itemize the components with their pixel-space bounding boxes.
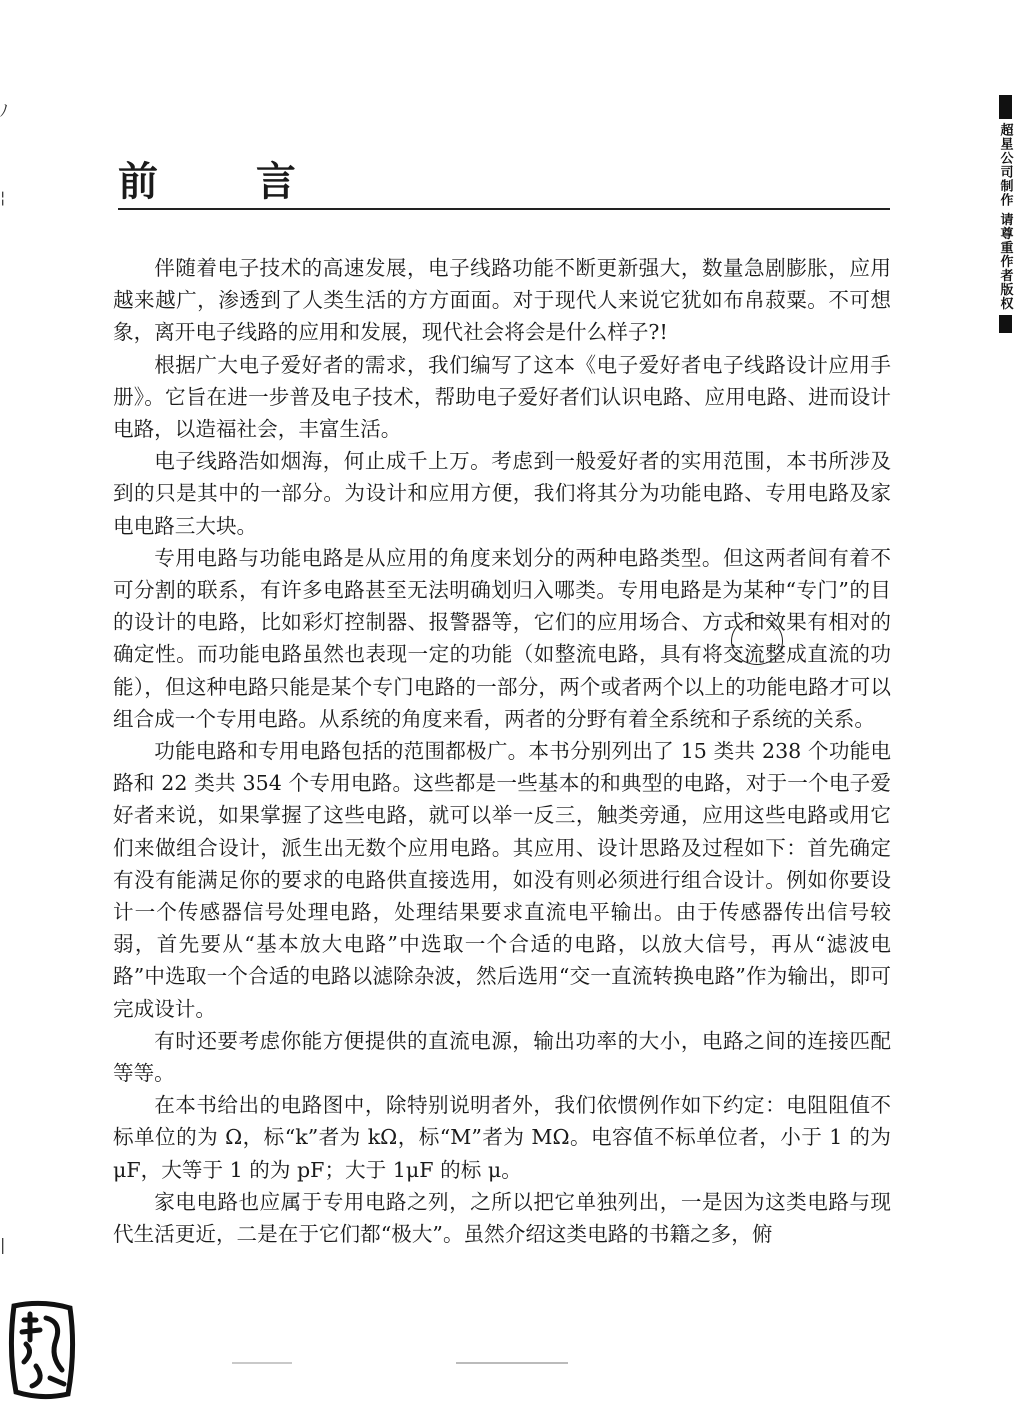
scan-noise — [232, 1362, 292, 1364]
paragraph: 有时还要考虑你能方便提供的直流电源，输出功率的大小，电路之间的连接匹配等等。 — [113, 1028, 891, 1086]
scan-edge-mark: ﾉ — [0, 101, 9, 120]
paragraph: 伴随着电子技术的高速发展，电子线路功能不断更新强大，数量急剧膨胀，应用越来越广，渗透到了人类生活的方方面面。对于现代人来说它犹如布帛菽粟。不可想象，离开电子线路的应用和发展，现代社会将会是什么样子?! — [113, 256, 891, 345]
side-tab-bar — [999, 315, 1012, 333]
paragraph: 根据广大电子爱好者的需求，我们编写了这本《电子爱好者电子线路设计应用手册》。它旨在进一步普及电子技术，帮助电子爱好者们认识电路、应用电路、进而设计电路，以造福社会，丰富生活。 — [113, 352, 891, 442]
side-tab-bar — [999, 95, 1012, 119]
paragraph: 家电电路也应属于专用电路之列，之所以把它单独列出，一是因为这类电路与现代生活更近，二是在于它们都“极大”。虽然介绍这类电路的书籍之多，俯 — [113, 1189, 891, 1247]
scan-edge-mark: | — [0, 1235, 6, 1254]
page-title: 前 言 — [118, 159, 338, 205]
paragraph: 在本书给出的电路图中，除特别说明者外，我们依惯例作如下约定：电阻阻值不标单位的为 Ω，标“k”者为 kΩ，标“M”者为 MΩ。电容值不标单位者，小于 1 的为 μF，大等于 1 的为 pF；大于 1μF 的标 μ。 — [113, 1093, 891, 1182]
scan-noise — [456, 1362, 568, 1364]
paragraph: 电子线路浩如烟海，何止成千上万。考虑到一般爱好者的实用范围，本书所涉及到的只是其中的一部分。为设计和应用方便，我们将其分为功能电路、专用电路及家电电路三大块。 — [113, 449, 891, 538]
paragraph: 专用电路与功能电路是从应用的角度来划分的两种电路类型。但这两者间有着不可分割的联系，有许多电路甚至无法明确划归入哪类。专用电路是为某种“专门”的目的设计的电路，比如彩灯控制器、报警器等，它们的应用场合、方式和效果有相对的确定性。而功能电路虽然也表现一定的功能（如整流电路，具有将交流整成直流的功能），但这种电路只能是某个专门电路的一部分，两个或者两个以上的功能电路才可以组合成一个专用电路。从系统的角度来看，两者的分野有着全系统和子系统的关系。 — [113, 545, 891, 731]
copyright-side-tab — [994, 95, 1016, 333]
title-divider — [118, 208, 890, 210]
side-tab-text: 超星公司制作 请尊重作者版权 — [997, 123, 1013, 311]
seal-stamp-icon — [6, 1300, 78, 1400]
scan-edge-mark: ¦ — [0, 188, 6, 207]
preface-body — [113, 252, 891, 1250]
paragraph: 功能电路和专用电路包括的范围都极广。本书分别列出了 15 类共 238 个功能电路和 22 类共 354 个专用电路。这些都是一些基本的和典型的电路，对于一个电子爱好者来说，如果掌握了这些电路，就可以举一反三，触类旁通，应用这些电路或用它们来做组合设计，派生出无数个应用电路。其应用、设计思路及过程如下：首先确定有没有能满足你的要求的电路供直接选用，如没有则必须进行组合设计。例如你要设计一个传感器信号处理电路，处理结果要求直流电平输出。由于传感器传出信号较弱，首先要从“基本放大电路”中选取一个合适的电路，以放大信号，再从“滤波电路”中选取一个合适的电路以滤除杂波，然后选用“交一直流转换电路”作为输出，即可完成设计。 — [113, 739, 891, 1021]
handwritten-circle-mark — [731, 617, 783, 665]
